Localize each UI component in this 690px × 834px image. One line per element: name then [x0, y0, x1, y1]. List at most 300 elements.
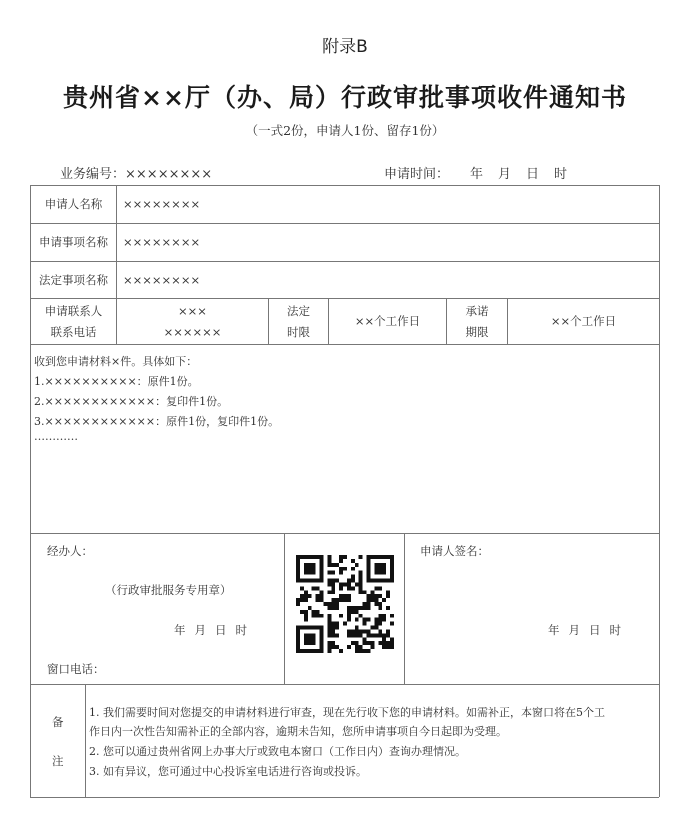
qr-module — [378, 602, 382, 606]
qr-module — [386, 629, 390, 633]
contact-value — [117, 299, 268, 344]
qr-module — [304, 598, 308, 602]
qr-module — [339, 586, 343, 590]
qr-module — [300, 555, 304, 559]
qr-module — [351, 575, 355, 579]
qr-module — [355, 633, 359, 637]
qr-module — [359, 614, 363, 618]
qr-module — [339, 555, 343, 559]
qr-module — [386, 579, 390, 583]
qr-module — [308, 637, 312, 641]
qr-module — [327, 649, 331, 653]
note-line: 2. 您可以通过贵州省网上办事大厅或致电本窗口（工作日内）查询办理情况。 — [89, 745, 466, 758]
qr-module — [304, 594, 308, 598]
qr-module — [308, 626, 312, 630]
qr-module — [308, 571, 312, 575]
qr-module — [335, 563, 339, 567]
qr-module — [327, 633, 331, 637]
qr-module — [327, 563, 331, 567]
qr-module — [351, 610, 355, 614]
date-unit-day: 日 — [215, 623, 227, 637]
qr-module — [327, 582, 331, 586]
qr-module — [367, 563, 371, 567]
qr-module — [378, 641, 382, 645]
qr-module — [320, 626, 324, 630]
qr-module — [370, 590, 374, 594]
window-phone-label: 窗口电话： — [47, 662, 105, 676]
qr-module — [347, 579, 351, 583]
qr-module — [316, 598, 320, 602]
qr-module — [320, 571, 324, 575]
qr-module — [367, 629, 371, 633]
qr-module — [363, 641, 367, 645]
qr-module — [367, 575, 371, 579]
material-item: 2.××××××××××××：复印件1份。 — [34, 395, 229, 408]
note-line: 1. 我们需要时间对您提交的申请材料进行审查，现在先行收下您的申请材料。如需补正，本窗口将在5个工 — [89, 706, 605, 719]
qr-module — [320, 567, 324, 571]
qr-module — [331, 629, 335, 633]
qr-module — [312, 579, 316, 583]
qr-module — [347, 598, 351, 602]
qr-module — [335, 622, 339, 626]
qr-module — [300, 586, 304, 590]
qr-module — [296, 602, 300, 606]
apply-time-units — [470, 163, 582, 182]
qr-module — [390, 563, 394, 567]
qr-module — [304, 610, 308, 614]
qr-module — [312, 614, 316, 618]
qr-module — [363, 622, 367, 626]
qr-module — [378, 567, 382, 571]
qr-module — [308, 641, 312, 645]
table-rule — [30, 344, 659, 345]
qr-module — [355, 645, 359, 649]
qr-module — [378, 586, 382, 590]
date-unit-month: 月 — [194, 623, 206, 637]
qr-module — [320, 645, 324, 649]
qr-module — [359, 579, 363, 583]
qr-module — [339, 598, 343, 602]
applicant-name-label: 申请人名称 — [44, 197, 103, 212]
qr-module — [386, 641, 390, 645]
qr-module — [355, 582, 359, 586]
official-seal-label: （行政审批服务专用章） — [105, 583, 232, 597]
qr-module — [390, 579, 394, 583]
qr-module — [378, 579, 382, 583]
time-unit-day: 日 — [526, 167, 540, 182]
qr-module — [374, 594, 378, 598]
qr-module — [312, 649, 316, 653]
qr-code — [296, 555, 394, 653]
qr-module — [296, 555, 300, 559]
qr-module — [370, 645, 374, 649]
qr-module — [374, 602, 378, 606]
qr-module — [367, 649, 371, 653]
material-item: 3.××××××××××××：原件1份，复印件1份。 — [34, 415, 280, 428]
qr-module — [296, 645, 300, 649]
qr-module — [390, 637, 394, 641]
qr-module — [359, 633, 363, 637]
qr-module — [296, 567, 300, 571]
qr-module — [304, 567, 308, 571]
qr-module — [343, 594, 347, 598]
qr-module — [378, 622, 382, 626]
qr-module — [370, 555, 374, 559]
qr-module — [300, 626, 304, 630]
qr-module — [308, 579, 312, 583]
qr-module — [304, 563, 308, 567]
qr-module — [339, 559, 343, 563]
qr-module — [308, 633, 312, 637]
qr-module — [363, 602, 367, 606]
promise-limit-value: ××个工作日 — [550, 314, 617, 329]
qr-module — [359, 586, 363, 590]
qr-module — [363, 590, 367, 594]
qr-module — [335, 633, 339, 637]
qr-module — [382, 555, 386, 559]
qr-module — [347, 633, 351, 637]
qr-module — [312, 567, 316, 571]
qr-module — [327, 626, 331, 630]
qr-module — [308, 606, 312, 610]
qr-module — [327, 629, 331, 633]
date-unit-year: 年 — [174, 623, 186, 637]
qr-module — [359, 645, 363, 649]
qr-module — [343, 555, 347, 559]
qr-module — [343, 582, 347, 586]
legal-limit-label-line2: 时限 — [287, 324, 310, 339]
qr-module — [296, 633, 300, 637]
qr-module — [331, 622, 335, 626]
qr-module — [323, 602, 327, 606]
qr-module — [370, 594, 374, 598]
qr-module — [316, 649, 320, 653]
qr-module — [374, 633, 378, 637]
table-rule — [85, 684, 86, 797]
promise-limit-label-line2: 期限 — [465, 324, 489, 339]
qr-module — [331, 579, 335, 583]
qr-module — [351, 633, 355, 637]
qr-module — [327, 602, 331, 606]
qr-module — [390, 567, 394, 571]
note-line: 3. 如有异议，您可通过中心投诉室电话进行咨询或投诉。 — [89, 765, 367, 778]
qr-module — [363, 649, 367, 653]
legal-limit-label — [269, 299, 328, 344]
qr-module — [331, 571, 335, 575]
table-border-right — [659, 185, 660, 797]
qr-module — [320, 614, 324, 618]
apply-time-label: 申请时间： — [384, 167, 450, 182]
qr-module — [331, 626, 335, 630]
applicant-date — [548, 622, 630, 638]
qr-module — [339, 582, 343, 586]
qr-module — [347, 610, 351, 614]
qr-module — [347, 586, 351, 590]
qr-module — [355, 618, 359, 622]
qr-module — [308, 563, 312, 567]
qr-module — [308, 567, 312, 571]
qr-module — [370, 641, 374, 645]
qr-module — [359, 571, 363, 575]
qr-module — [355, 649, 359, 653]
qr-module — [367, 633, 371, 637]
qr-module — [347, 594, 351, 598]
qr-module — [316, 555, 320, 559]
qr-module — [320, 637, 324, 641]
qr-module — [320, 590, 324, 594]
qr-module — [296, 641, 300, 645]
promise-limit-label — [447, 299, 507, 344]
qr-module — [327, 614, 331, 618]
qr-module — [335, 626, 339, 630]
applicant-name-value: ×××××××× — [123, 197, 201, 212]
qr-module — [367, 641, 371, 645]
qr-module — [304, 614, 308, 618]
qr-module — [367, 579, 371, 583]
qr-module — [308, 555, 312, 559]
qr-module — [374, 571, 378, 575]
qr-module — [312, 563, 316, 567]
qr-module — [312, 555, 316, 559]
qr-module — [347, 618, 351, 622]
promise-limit-label-line1: 承诺 — [465, 304, 489, 319]
qr-module — [335, 606, 339, 610]
qr-module — [378, 563, 382, 567]
table-rule — [284, 533, 285, 684]
qr-module — [382, 598, 386, 602]
qr-module — [374, 622, 378, 626]
qr-module — [390, 555, 394, 559]
qr-module — [374, 579, 378, 583]
qr-module — [382, 571, 386, 575]
qr-module — [320, 563, 324, 567]
qr-module — [370, 626, 374, 630]
qr-module — [378, 594, 382, 598]
qr-module — [363, 618, 367, 622]
qr-module — [382, 567, 386, 571]
qr-module — [339, 649, 343, 653]
qr-module — [296, 626, 300, 630]
qr-module — [370, 579, 374, 583]
business-number-value: ×××××××× — [125, 167, 213, 182]
qr-module — [304, 571, 308, 575]
qr-module — [320, 555, 324, 559]
qr-module — [327, 641, 331, 645]
qr-module — [374, 567, 378, 571]
contact-label — [31, 299, 116, 344]
qr-module — [339, 567, 343, 571]
qr-module — [359, 649, 363, 653]
date-unit-month: 月 — [568, 623, 580, 637]
qr-module — [312, 626, 316, 630]
qr-module — [327, 622, 331, 626]
qr-module — [316, 614, 320, 618]
copies-note: （一式2份，申请人1份、留存1份） — [245, 123, 445, 138]
qr-module — [343, 622, 347, 626]
qr-module — [386, 633, 390, 637]
qr-module — [296, 575, 300, 579]
legal-item-label: 法定事项名称 — [39, 272, 108, 287]
table-rule — [30, 684, 659, 685]
contact-value-line2: ×××××× — [163, 324, 222, 339]
qr-module — [343, 598, 347, 602]
qr-module — [308, 649, 312, 653]
material-ellipsis: ………… — [34, 430, 78, 443]
qr-module — [367, 559, 371, 563]
qr-module — [367, 567, 371, 571]
qr-module — [320, 559, 324, 563]
qr-module — [304, 555, 308, 559]
qr-module — [331, 563, 335, 567]
qr-module — [382, 614, 386, 618]
qr-module — [312, 586, 316, 590]
business-number-label: 业务编号： — [60, 167, 126, 182]
qr-module — [331, 606, 335, 610]
contact-label-line1: 申请联系人 — [44, 304, 103, 319]
qr-module — [331, 582, 335, 586]
qr-module — [386, 590, 390, 594]
qr-module — [382, 641, 386, 645]
qr-module — [367, 602, 371, 606]
legal-limit-value: ××个工作日 — [354, 314, 421, 329]
qr-module — [296, 563, 300, 567]
qr-module — [312, 610, 316, 614]
legal-item-value: ×××××××× — [123, 272, 201, 287]
qr-module — [296, 637, 300, 641]
qr-module — [390, 614, 394, 618]
handler-label: 经办人： — [47, 544, 93, 558]
qr-module — [374, 586, 378, 590]
qr-module — [304, 641, 308, 645]
qr-module — [331, 633, 335, 637]
qr-module — [312, 633, 316, 637]
qr-module — [304, 637, 308, 641]
note-line: 作日内一次性告知需补正的全部内容，逾期未告知，您所申请事项自今日起即为受理。 — [89, 725, 507, 738]
qr-module — [300, 594, 304, 598]
qr-module — [335, 645, 339, 649]
qr-module — [355, 626, 359, 630]
business-number — [60, 163, 212, 182]
qr-module — [300, 610, 304, 614]
qr-module — [378, 633, 382, 637]
notes-label-2: 注 — [52, 754, 64, 768]
qr-module — [363, 629, 367, 633]
qr-module — [304, 649, 308, 653]
legal-limit-label-line1: 法定 — [287, 304, 310, 319]
qr-module — [320, 649, 324, 653]
qr-module — [331, 641, 335, 645]
qr-module — [327, 645, 331, 649]
qr-module — [359, 629, 363, 633]
qr-module — [390, 645, 394, 649]
qr-module — [382, 579, 386, 583]
qr-module — [320, 641, 324, 645]
qr-module — [316, 626, 320, 630]
time-unit-hour: 时 — [554, 167, 568, 182]
qr-module — [335, 598, 339, 602]
qr-module — [386, 555, 390, 559]
qr-module — [367, 555, 371, 559]
qr-module — [304, 590, 308, 594]
qr-module — [320, 633, 324, 637]
qr-module — [327, 590, 331, 594]
qr-module — [359, 575, 363, 579]
date-unit-day: 日 — [589, 623, 601, 637]
table-rule — [404, 533, 405, 684]
qr-module — [304, 626, 308, 630]
qr-module — [327, 571, 331, 575]
qr-module — [367, 606, 371, 610]
qr-module — [351, 641, 355, 645]
qr-module — [335, 579, 339, 583]
qr-module — [382, 633, 386, 637]
qr-module — [374, 626, 378, 630]
qr-module — [386, 645, 390, 649]
qr-module — [390, 575, 394, 579]
qr-module — [339, 614, 343, 618]
contact-label-line2: 联系电话 — [50, 324, 97, 339]
time-unit-year: 年 — [470, 167, 484, 182]
qr-module — [316, 579, 320, 583]
qr-module — [367, 618, 371, 622]
qr-module — [327, 618, 331, 622]
qr-module — [316, 586, 320, 590]
qr-module — [327, 555, 331, 559]
qr-module — [390, 559, 394, 563]
handler-date — [174, 622, 256, 638]
qr-module — [347, 614, 351, 618]
qr-module — [374, 555, 378, 559]
qr-module — [316, 594, 320, 598]
qr-module — [347, 645, 351, 649]
qr-module — [390, 622, 394, 626]
qr-module — [331, 602, 335, 606]
qr-module — [355, 641, 359, 645]
qr-module — [367, 594, 371, 598]
qr-module — [320, 575, 324, 579]
qr-module — [312, 641, 316, 645]
qr-module — [339, 571, 343, 575]
qr-module — [351, 586, 355, 590]
table-border-bottom — [30, 797, 659, 798]
qr-module — [370, 633, 374, 637]
qr-module — [300, 579, 304, 583]
qr-module — [304, 618, 308, 622]
qr-module — [370, 598, 374, 602]
notes-label-1: 备 — [52, 715, 64, 729]
qr-module — [359, 582, 363, 586]
qr-module — [390, 571, 394, 575]
qr-module — [320, 579, 324, 583]
contact-value-line1: ××× — [178, 304, 207, 319]
qr-module — [386, 606, 390, 610]
qr-module — [378, 618, 382, 622]
time-unit-month: 月 — [498, 167, 512, 182]
qr-module — [327, 559, 331, 563]
qr-module — [296, 559, 300, 563]
qr-module — [359, 590, 363, 594]
qr-module — [308, 594, 312, 598]
qr-module — [386, 594, 390, 598]
qr-module — [312, 637, 316, 641]
materials-intro: 收到您申请材料×件。具体如下： — [34, 355, 198, 368]
qr-module — [363, 637, 367, 641]
qr-module — [382, 645, 386, 649]
qr-module — [378, 606, 382, 610]
qr-module — [331, 645, 335, 649]
qr-module — [320, 629, 324, 633]
qr-module — [339, 594, 343, 598]
